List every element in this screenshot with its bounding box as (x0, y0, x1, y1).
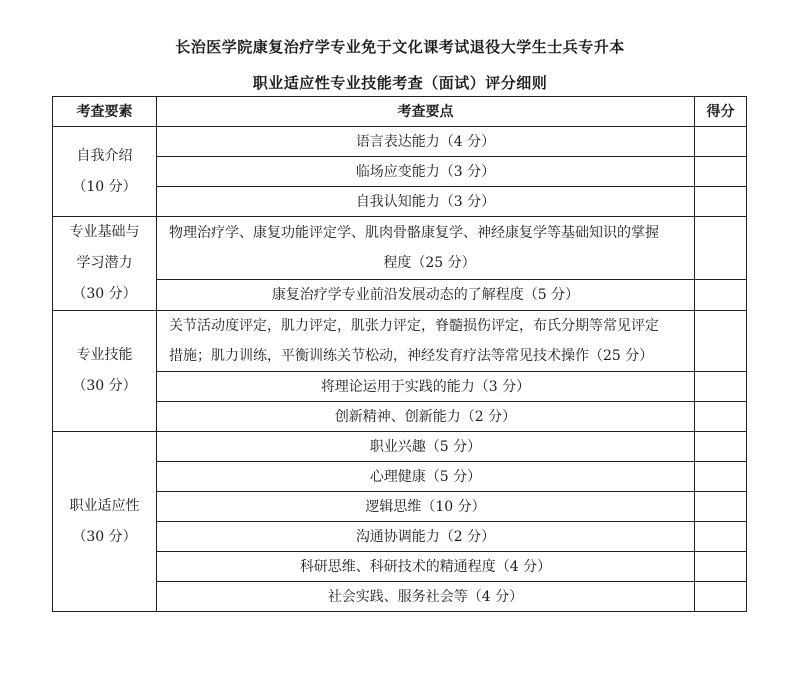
table-row (53, 372, 747, 402)
table-row (53, 492, 747, 522)
score-cell[interactable] (695, 462, 747, 492)
table-row (53, 522, 747, 552)
point-cell (157, 217, 695, 280)
column-header-points: 考查要点 (157, 97, 695, 127)
score-cell[interactable] (695, 280, 747, 311)
table-row (53, 217, 747, 280)
score-cell[interactable] (695, 552, 747, 582)
column-header-element: 考查要素 (53, 97, 157, 127)
element-label: 自我介绍 (76, 147, 133, 164)
element-cell-adaptability (53, 432, 157, 612)
element-label: 专业技能 (76, 347, 133, 363)
point-cell: 社会实践、服务社会等（4 分） (157, 582, 695, 612)
table-row (53, 462, 747, 492)
element-cell-self-intro (53, 127, 157, 217)
point-text-line: 关节活动度评定，肌力评定，肌张力评定，脊髓损伤评定，布氏分期等常见评定 (169, 318, 659, 334)
point-cell: 临场应变能力（3 分） (157, 157, 695, 187)
score-cell[interactable] (695, 372, 747, 402)
point-cell: 心理健康（5 分） (157, 462, 695, 492)
element-cell-skills (53, 311, 157, 432)
table-row (53, 432, 747, 462)
table-row (53, 187, 747, 217)
element-cell-foundation (53, 217, 157, 311)
element-label: 职业适应性 (69, 497, 140, 514)
point-cell: 将理论运用于实践的能力（3 分） (157, 372, 695, 402)
point-text-line: 程度（25 分） (383, 255, 476, 271)
element-points-total: （10 分） (72, 178, 137, 195)
table-header-row (53, 97, 747, 127)
element-points-total: （30 分） (72, 286, 137, 302)
table-row (53, 402, 747, 432)
score-cell[interactable] (695, 311, 747, 372)
score-cell[interactable] (695, 127, 747, 157)
table-row (53, 552, 747, 582)
score-cell[interactable] (695, 522, 747, 552)
element-label: 专业基础与 (69, 224, 140, 240)
point-cell (157, 311, 695, 372)
score-cell[interactable] (695, 582, 747, 612)
point-cell: 创新精神、创新能力（2 分） (157, 402, 695, 432)
point-cell: 逻辑思维（10 分） (157, 492, 695, 522)
point-cell: 沟通协调能力（2 分） (157, 522, 695, 552)
table-row (53, 280, 747, 311)
table-row (53, 311, 747, 372)
score-cell[interactable] (695, 492, 747, 522)
point-cell: 自我认知能力（3 分） (157, 187, 695, 217)
score-cell[interactable] (695, 432, 747, 462)
document-title-line2: 职业适应性专业技能考查（面试）评分细则 (252, 74, 548, 92)
table-row (53, 582, 747, 612)
point-text-line: 物理治疗学、康复功能评定学、肌肉骨骼康复学、神经康复学等基础知识的掌握 (169, 225, 659, 241)
element-points-total: （30 分） (72, 528, 137, 545)
element-label: 学习潜力 (76, 255, 133, 271)
point-cell: 语言表达能力（4 分） (157, 127, 695, 157)
point-cell: 科研思维、科研技术的精通程度（4 分） (157, 552, 695, 582)
table-row (53, 157, 747, 187)
score-cell[interactable] (695, 217, 747, 280)
column-header-score: 得分 (695, 97, 747, 127)
table-row (53, 127, 747, 157)
score-cell[interactable] (695, 402, 747, 432)
point-text-line: 措施；肌力训练，平衡训练关节松动，神经发育疗法等常见技术操作（25 分） (169, 348, 654, 364)
document-title-line1: 长治医学院康复治疗学专业免于文化课考试退役大学生士兵专升本 (175, 38, 625, 56)
point-cell: 康复治疗学专业前沿发展动态的了解程度（5 分） (157, 280, 695, 311)
point-cell: 职业兴趣（5 分） (157, 432, 695, 462)
score-cell[interactable] (695, 157, 747, 187)
scoring-table (52, 96, 747, 612)
element-points-total: （30 分） (72, 378, 137, 394)
score-cell[interactable] (695, 187, 747, 217)
